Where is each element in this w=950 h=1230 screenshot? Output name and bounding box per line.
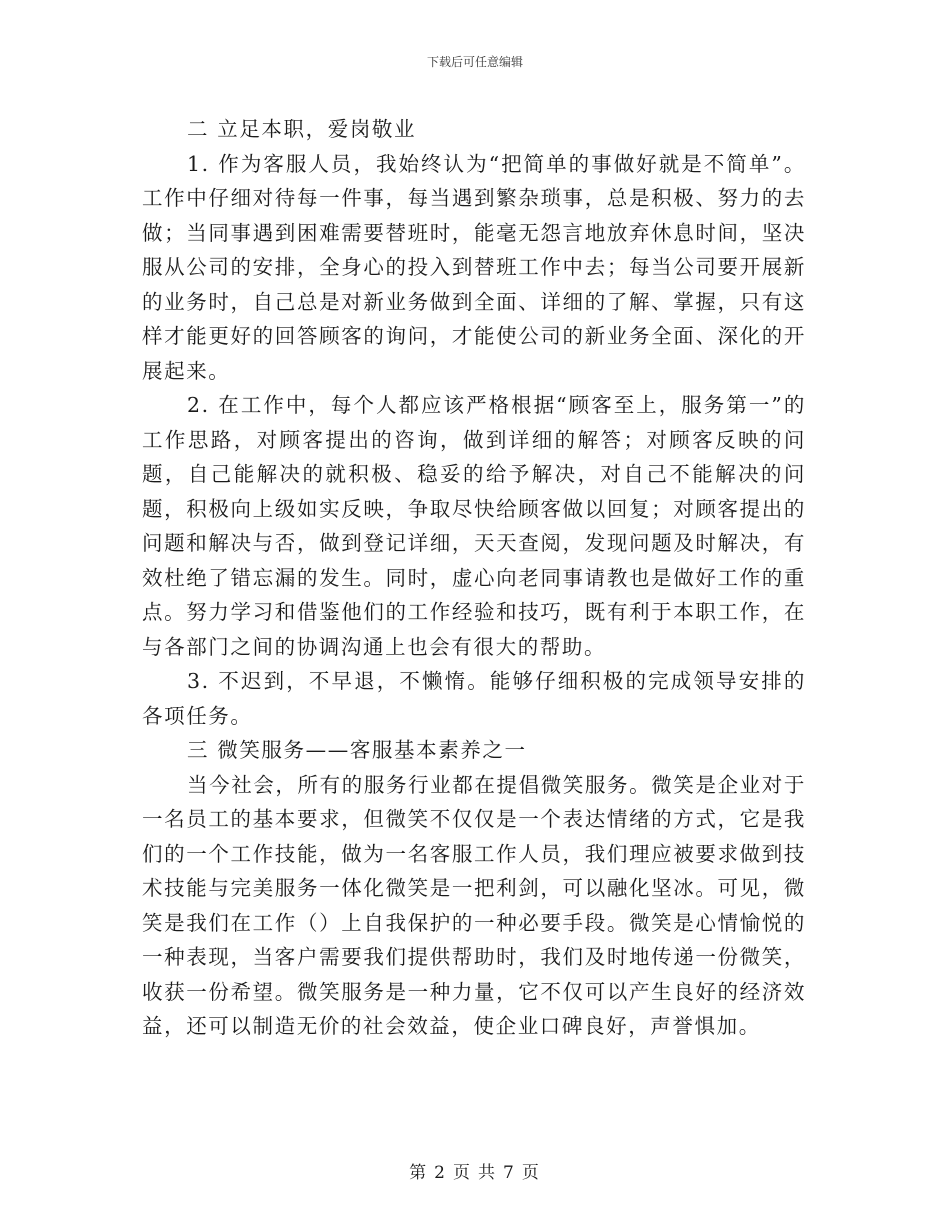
paragraph-smile-service: 当今社会，所有的服务行业都在提倡微笑服务。微笑是企业对于一名员工的基本要求，但微笑不仅仅是一个表达情绪的方式，它是我们的一个工作技能，做为一名客服工作人员，我们理应被要求做到技术技能与完美服务一体化微笑是一把利剑，可以融化坚冰。可见，微笑是我们在工作（）上自我保护的一种必要手段。微笑是心情愉悦的一种表现，当客户需要我们提供帮助时，我们及时地传递一份微笑，收获一份希望。微笑服务是一种力量，它不仅可以产生良好的经济效益，还可以制造无价的社会效益，使企业口碑良好，声誉惧加。 <box>142 772 806 1038</box>
footer-suffix: 页 <box>521 1163 541 1183</box>
paragraph-item-1: 1. 作为客服人员，我始终认为“把简单的事做好就是不简单”。工作中仔细对待每一件事，每当遇到繁杂琐事，总是积极、努力的去做；当同事遇到困难需要替班时，能毫无怨言地放弃休息时间，坚决服从公司的安排，全身心的投入到替班工作中去；每当公司要开展新的业务时，自己总是对新业务做到全面、详细的了解、掌握，只有这样才能更好的回答顾客的询问，才能使公司的新业务全面、深化的开展起来。 <box>142 151 806 383</box>
paragraph-item-2: 2. 在工作中，每个人都应该严格根据“顾客至上，服务第一”的工作思路，对顾客提出的咨询，做到详细的解答；对顾客反映的问题，自己能解决的就积极、稳妥的给予解决，对自己不能解决的问题，积极向上级如实反映，争取尽快给顾客做以回复；对顾客提出的问题和解决与否，做到登记详细，天天查阅，发现问题及时解决，有效杜绝了错忘漏的发生。同时，虚心向老同事请教也是做好工作的重点。努力学习和借鉴他们的工作经验和技巧，既有利于本职工作，在与各部门之间的协调沟通上也会有很大的帮助。 <box>142 393 806 659</box>
footer-current-page: 2 <box>434 1163 447 1183</box>
section-heading-2: 二 立足本职，爱岗敬业 <box>187 117 417 141</box>
document-body <box>142 112 806 1044</box>
footer-page-word: 页 <box>453 1163 472 1183</box>
footer-total-pages: 7 <box>503 1163 516 1183</box>
footer-prefix: 第 <box>409 1163 429 1183</box>
footer-total-word: 共 <box>478 1163 497 1183</box>
page-number-footer <box>0 1158 950 1183</box>
paragraph-item-3: 3. 不迟到，不早退，不懒惰。能够仔细积极的完成领导安排的各项任务。 <box>142 669 806 728</box>
page-header-note: 下载后可任意编辑 <box>426 55 523 69</box>
section-heading-3: 三 微笑服务——客服基本素养之一 <box>187 738 527 762</box>
